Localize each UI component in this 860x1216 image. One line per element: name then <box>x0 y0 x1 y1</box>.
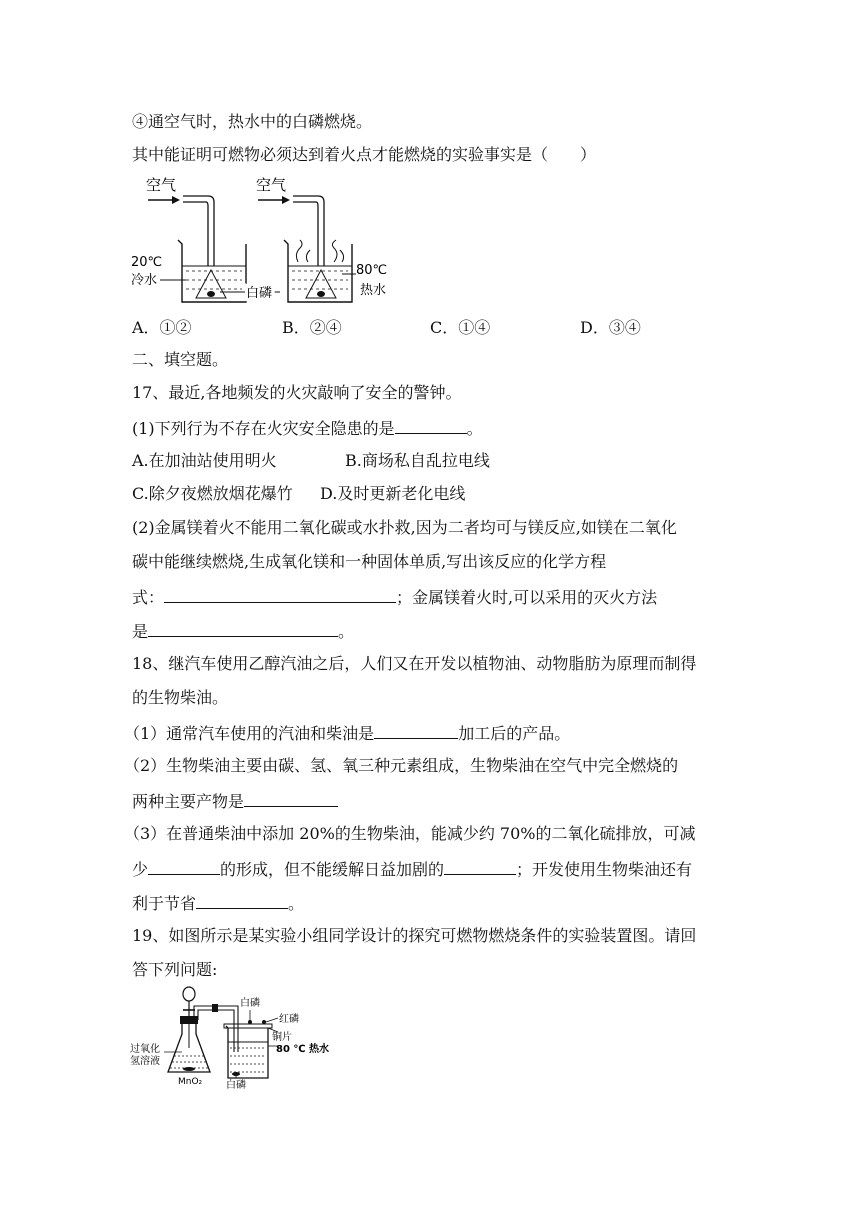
q19-fig-hot-water: 80 ℃ 热水 <box>276 1044 329 1055</box>
q18-part1-blank[interactable] <box>374 722 458 739</box>
q19-fig-white-p-top: 白磷 <box>240 998 260 1009</box>
q18-part3-label2: 利于节省 <box>132 894 197 913</box>
q16-option-b[interactable]: B．②④ <box>282 318 342 337</box>
q18-part3-end: 。 <box>288 894 305 913</box>
q18-part2-text: 两种主要产物是 <box>132 792 245 811</box>
q16-statement-4: ④通空气时，热水中的白磷燃烧。 <box>132 112 373 131</box>
q17-part2-line2: 碳中能继续燃烧,生成氧化镁和一种固体单质,写出该反应的化学方程 <box>132 552 607 571</box>
q17-equation-blank[interactable] <box>164 586 396 603</box>
q19-fig-mno2: MnO₂ <box>178 1077 203 1087</box>
q16-fig-water-left: 冷水 <box>131 273 158 288</box>
q17-part1-end: 。 <box>466 419 483 438</box>
q19-stem-line1: 19、如图所示是某实验小组同学设计的探究可燃物燃烧条件的实验装置图。请回 <box>132 926 697 945</box>
q17-part2-label2: 是 <box>132 622 149 641</box>
q18-part3-blank2[interactable] <box>444 858 516 875</box>
q16-fig-air-left: 空气 <box>146 176 177 194</box>
q17-stem: 17、最近,各地频发的火灾敲响了安全的警钟。 <box>132 383 462 402</box>
q19-figure <box>128 982 348 1092</box>
q18-part3-blank1[interactable] <box>148 858 220 875</box>
q18-part2-blank[interactable] <box>244 790 338 807</box>
q17-part2-line4 <box>132 620 354 642</box>
q18-stem-line2: 的生物柴油。 <box>132 688 229 707</box>
q18-part2-line1: （2）生物柴油主要由碳、氢、氧三种元素组成，生物柴油在空气中完全燃烧的 <box>124 756 679 775</box>
q16-fig-temp-right: 80℃ <box>356 263 388 278</box>
q17-part1-text: (1)下列行为不存在火灾安全隐患的是 <box>132 419 395 438</box>
q17-part1-blank[interactable] <box>395 417 467 434</box>
q17-part1 <box>132 417 483 439</box>
q17-option-a: A.在加油站使用明火 <box>132 451 277 470</box>
section-title-fill-blank: 二、填空题。 <box>132 350 229 369</box>
q18-part3-line2 <box>132 858 692 880</box>
q18-part3-label: 少 <box>132 860 149 879</box>
q19-fig-h2o2-l2: 氢溶液 <box>130 1056 160 1067</box>
q18-stem-line1: 18、继汽车使用乙醇汽油之后，人们又在开发以植物油、动物脂肪为原理而制得 <box>132 654 697 673</box>
q19-fig-copper: 铜片 <box>272 1032 292 1043</box>
q19-fig-white-p-bottom: 白磷 <box>226 1080 246 1091</box>
q16-fig-air-right: 空气 <box>256 176 287 194</box>
q18-part3-line3 <box>132 892 304 914</box>
q17-method-blank[interactable] <box>148 620 338 637</box>
q16-option-c[interactable]: C．①④ <box>430 318 491 337</box>
q16-figure <box>128 170 408 310</box>
q16-fig-water-right: 热水 <box>360 283 387 298</box>
q18-part3-text2: ；开发使用生物柴油还有 <box>516 860 693 879</box>
q19-funnel-bulb <box>183 987 195 1001</box>
q17-part2-label: 式： <box>132 588 165 607</box>
q16-fig-temp-left: 20℃ <box>131 255 163 270</box>
q16-fig-phosphorus: 白磷 <box>246 286 273 301</box>
q17-part2-text: ；金属镁着火时,可以采用的灭火方法 <box>396 588 658 607</box>
q18-part2-line2 <box>132 790 338 812</box>
q18-part3-line1: （3）在普通柴油中添加 20%的生物柴油，能减少约 70%的二氧化硫排放，可减 <box>124 824 696 843</box>
q19-fig-h2o2-l1: 过氧化 <box>130 1044 160 1055</box>
q19-fig-red-p: 红磷 <box>279 1014 299 1025</box>
q17-part2-end: 。 <box>338 622 355 641</box>
q17-option-d: D.及时更新老化电线 <box>320 484 466 503</box>
q16-option-d[interactable]: D．③④ <box>580 318 641 337</box>
q18-part1-end: 加工后的产品。 <box>458 724 571 743</box>
q19-stem-line2: 答下列问题: <box>132 960 218 979</box>
q18-part3-text1: 的形成，但不能缓解日益加剧的 <box>220 860 445 879</box>
q17-option-c: C.除夕夜燃放烟花爆竹 <box>132 484 293 503</box>
q18-part3-blank3[interactable] <box>196 892 288 909</box>
q17-part2-line1: (2)金属镁着火不能用二氧化碳或水扑救,因为二者均可与镁反应,如镁在二氧化 <box>132 518 677 537</box>
q17-part2-line3 <box>132 586 657 608</box>
q16-option-a[interactable]: A．①② <box>132 318 192 337</box>
q18-part1 <box>124 722 570 744</box>
q18-part1-text: （1）通常汽车使用的汽油和柴油是 <box>124 724 375 743</box>
q16-question: 其中能证明可燃物必须达到着火点才能燃烧的实验事实是（ ） <box>132 145 597 164</box>
q17-option-b: B.商场私自乱拉电线 <box>345 451 490 470</box>
